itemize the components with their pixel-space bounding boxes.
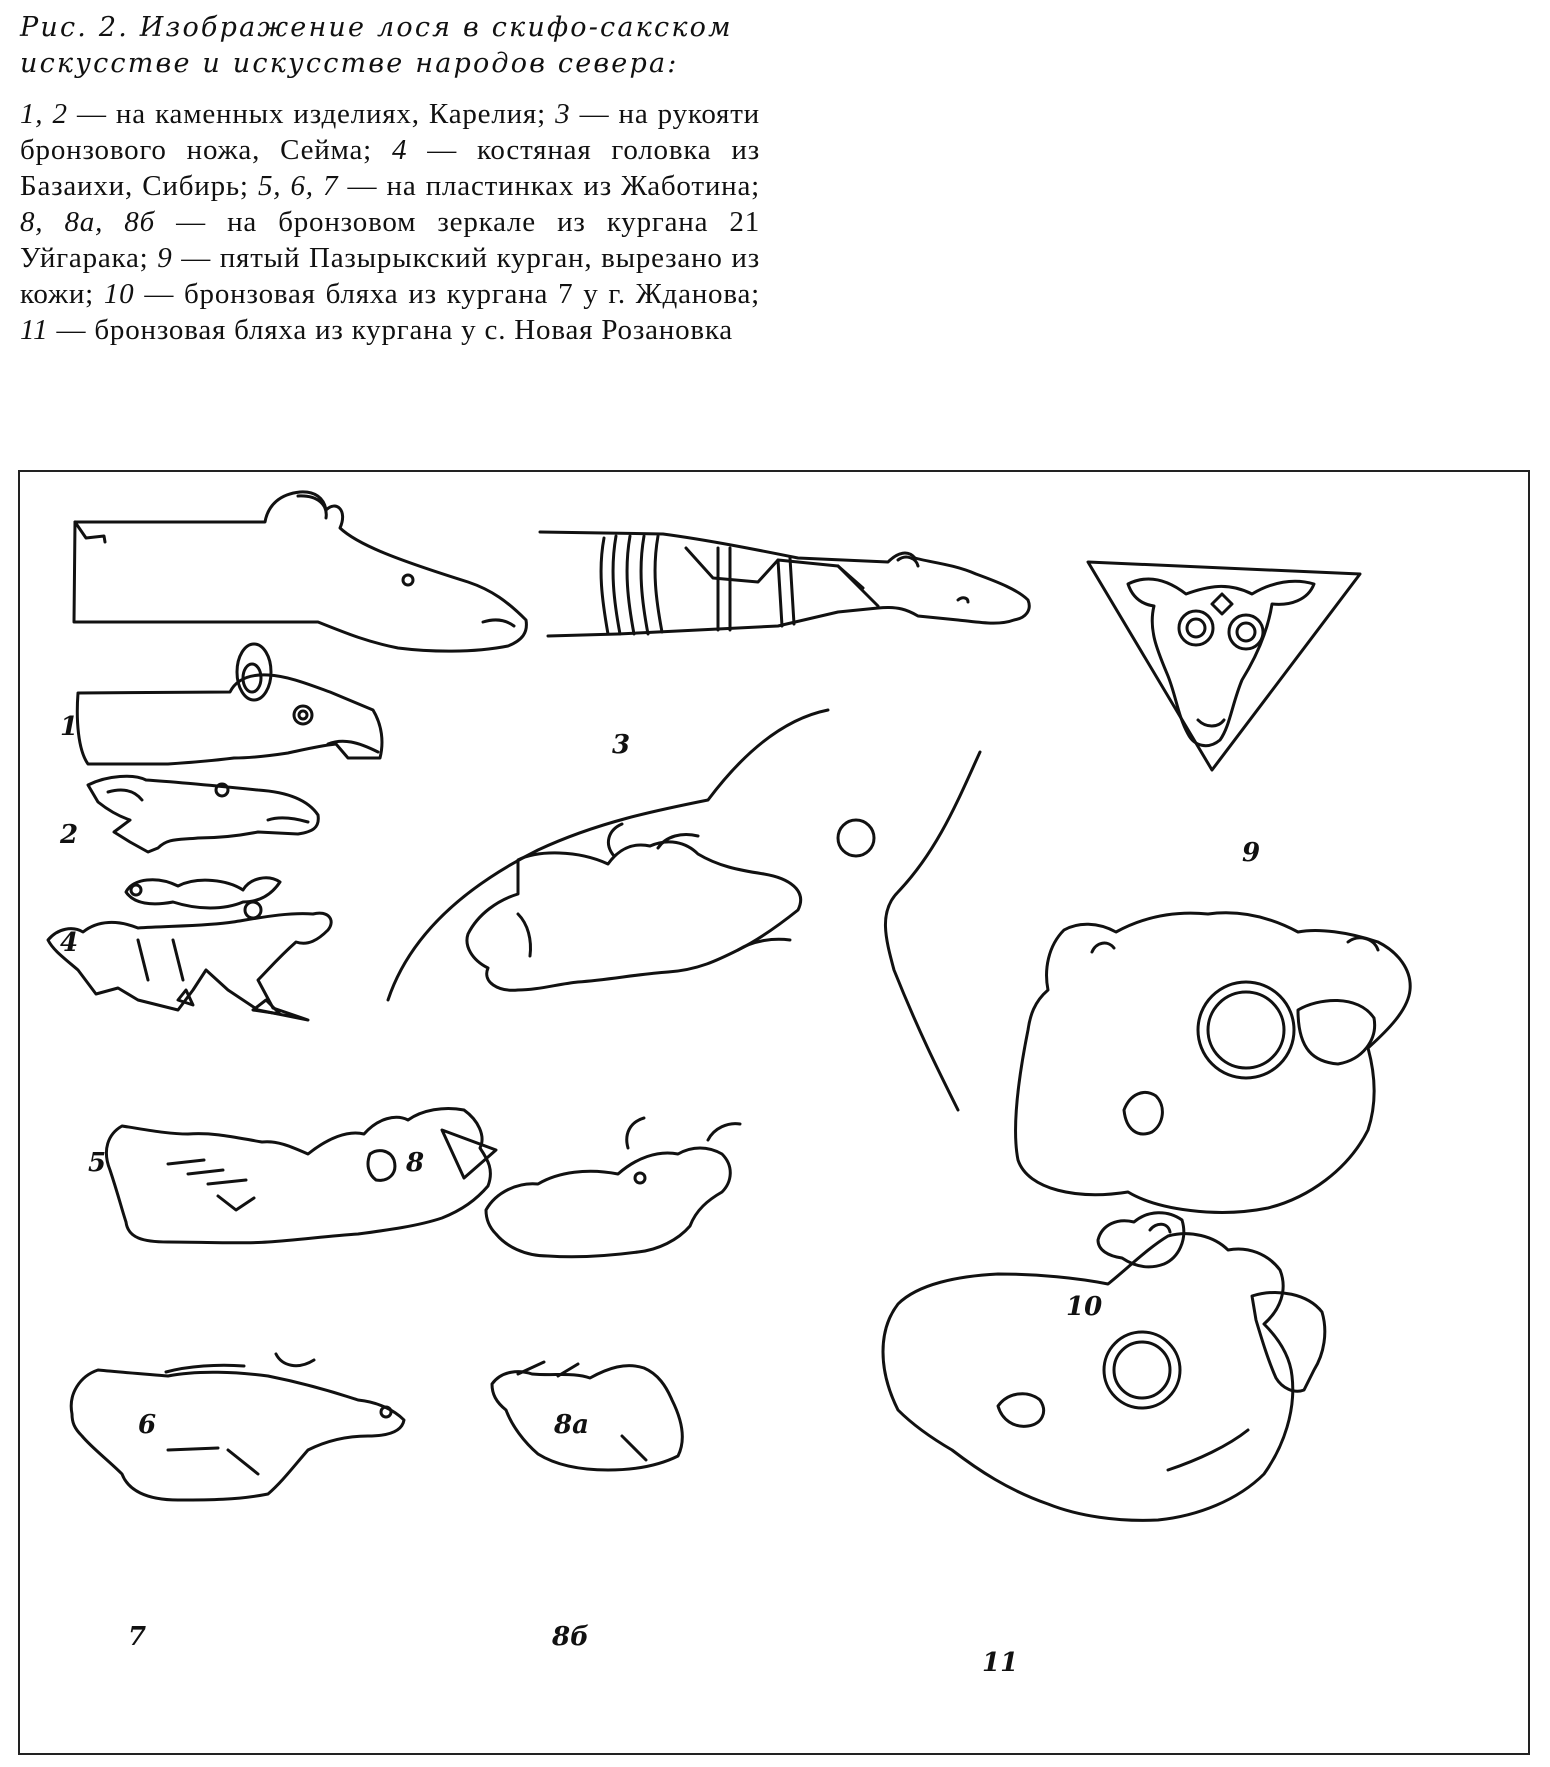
drawing-10-bronze-plaque [1016,913,1411,1213]
drawing-6-elk-plate [106,1108,496,1242]
caption-item-text: — бронзовая бляха из кургана 7 у г. Жданова; [134,278,760,310]
figure-label-10: 10 [1066,1292,1103,1322]
drawing-8a-elk [486,1118,740,1257]
caption-item-num: 1, 2 [20,98,68,130]
drawing-11-bronze-plaque [883,1213,1325,1521]
drawing-5-crouching-elk [48,878,331,1020]
caption-item-num: 5, 6, 7 [257,170,339,202]
figure-label-8b: 8б [552,1622,589,1652]
figure-label-8: 8 [406,1148,425,1178]
caption-item-num: 4 [391,134,408,166]
caption-item-text: — бронзовая бляха из кургана у с. Новая Розановка [48,314,733,346]
caption-title-line-1: Рис. 2. Изображение лося в скифо-сакском [20,12,733,43]
caption-title-line-2: искусстве и искусстве народов севера: [20,48,679,79]
figure-label-6: 6 [138,1410,157,1440]
figure-drawings [18,470,1530,1755]
figure-caption-body [20,96,760,348]
figure-label-5: 5 [88,1148,107,1178]
caption-item-text: — на каменных изделиях, Карелия; [67,98,556,130]
drawing-2-stone-head [77,644,382,764]
caption-item-text: — костяная головка из Базаихи, Сибирь; [20,134,760,202]
figure-label-7: 7 [128,1622,147,1652]
caption-item-num: 10 [103,278,135,310]
drawing-8-mirror-elk [388,710,980,1110]
drawing-1-stone-elk-head [74,492,526,651]
figure-label-8a: 8а [554,1410,589,1440]
caption-item-text: — на рукояти бронзового ножа, Сейма; [20,98,760,166]
figure-label-11: 11 [982,1648,1019,1678]
caption-item-num: 11 [20,314,49,346]
figure-label-1: 1 [60,712,79,742]
figure-label-3: 3 [612,730,631,760]
figure-label-2: 2 [60,820,79,850]
caption-item-text: — пятый Пазырыкский курган, вырезано из кожи; [20,242,760,310]
caption-item-num: 3 [555,98,571,130]
figure-label-9: 9 [1242,838,1261,868]
figure-label-4: 4 [60,928,79,958]
caption-item-text: — на пластинках из Жаботина; [338,170,760,202]
drawing-7-elk-plate [71,1354,404,1500]
caption-item-num: 8, 8а, 8б [20,206,155,238]
caption-item-num: 9 [157,242,173,274]
caption-item-text: — на бронзовом зеркале из кургана 21 Уйгарака; [20,206,760,274]
drawing-4-bone-head [88,776,318,852]
drawing-3-knife-handle [540,532,1029,636]
drawing-9-triangular-elk [1088,562,1360,770]
figure-caption-title [20,10,760,82]
